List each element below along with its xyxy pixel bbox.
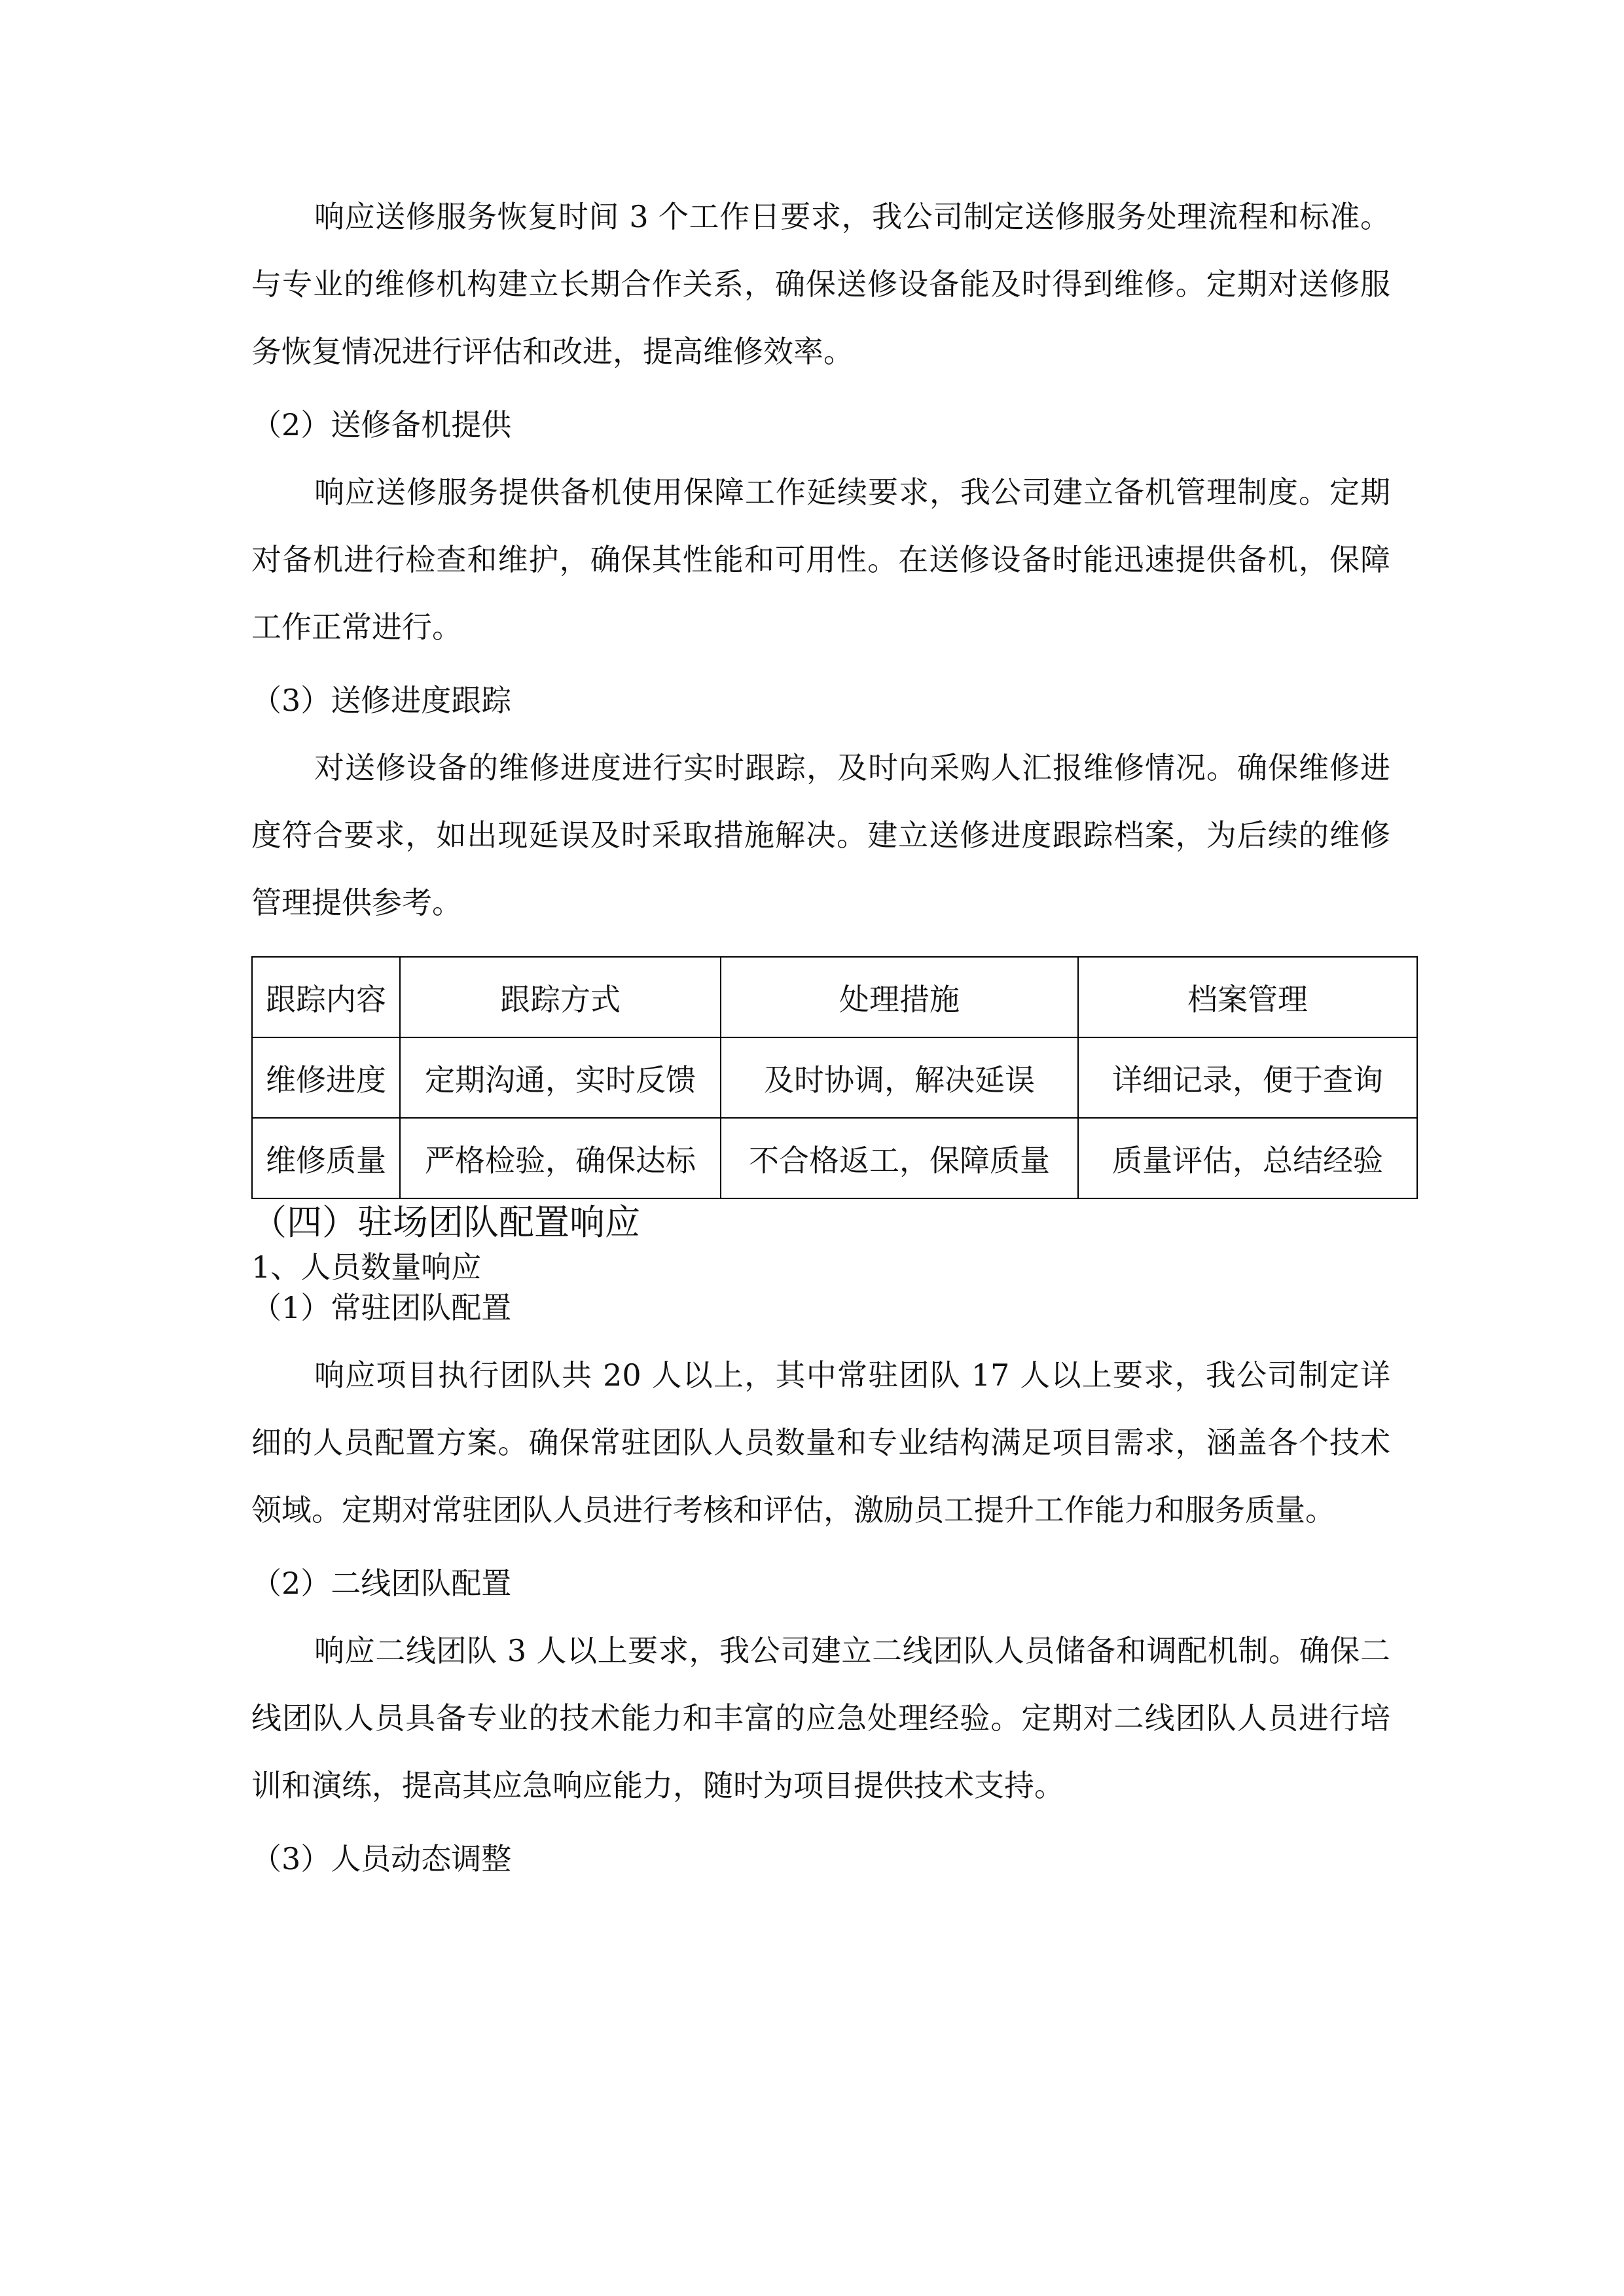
paragraph-repair-recovery: 响应送修服务恢复时间 3 个工作日要求，我公司制定送修服务处理流程和标准。与专业的维修机构建立长期合作关系，确保送修设备能及时得到维修。定期对送修服务恢复情况进行评估和改进，提高维修效率。 <box>251 199 1390 369</box>
table-cell: 及时协调，解决延误 <box>721 1037 1078 1118</box>
page-content <box>251 183 1390 1878</box>
paragraph-spare-machine: 响应送修服务提供备机使用保障工作延续要求，我公司建立备机管理制度。定期对备机进行检查和维护，确保其性能和可用性。在送修设备时能迅速提供备机，保障工作正常进行。 <box>251 475 1390 645</box>
subheading-second-line-team: （2）二线团队配置 <box>251 1566 512 1601</box>
table-cell: 质量评估，总结经验 <box>1078 1118 1417 1198</box>
paragraph-resident-team: 响应项目执行团队共 20 人以上，其中常驻团队 17 人以上要求，我公司制定详细的人员配置方案。确保常驻团队人员数量和专业结构满足项目需求，涵盖各个技术领域。定期对常驻团队人员进行考核和评估，激励员工提升工作能力和服务质量。 <box>251 1357 1390 1528</box>
table-cell: 不合格返工，保障质量 <box>721 1118 1078 1198</box>
subheading-resident-team: （1）常驻团队配置 <box>251 1290 512 1325</box>
table-cell: 维修质量 <box>252 1118 400 1198</box>
subheading-progress-tracking: （3）送修进度跟踪 <box>251 683 512 718</box>
subheading-staff-adjustment: （3）人员动态调整 <box>251 1841 512 1876</box>
subheading-spare-machine: （2）送修备机提供 <box>251 407 512 442</box>
table-header-cell: 跟踪内容 <box>252 957 400 1037</box>
table-row <box>252 1037 1417 1118</box>
table-cell: 定期沟通，实时反馈 <box>400 1037 721 1118</box>
subheading-staff-count: 1、人员数量响应 <box>251 1249 482 1285</box>
table-header-cell: 档案管理 <box>1078 957 1417 1037</box>
paragraph-second-line-team: 响应二线团队 3 人以上要求，我公司建立二线团队人员储备和调配机制。确保二线团队人员具备专业的技术能力和丰富的应急处理经验。定期对二线团队人员进行培训和演练，提高其应急响应能力，随时为项目提供技术支持。 <box>251 1633 1390 1803</box>
table-header-row <box>252 957 1417 1037</box>
table-row <box>252 1118 1417 1198</box>
table-cell: 严格检验，确保达标 <box>400 1118 721 1198</box>
tracking-table <box>251 956 1418 1199</box>
paragraph-progress-tracking: 对送修设备的维修进度进行实时跟踪，及时向采购人汇报维修情况。确保维修进度符合要求，如出现延误及时采取措施解决。建立送修进度跟踪档案，为后续的维修管理提供参考。 <box>251 750 1390 920</box>
table-header-cell: 处理措施 <box>721 957 1078 1037</box>
section-heading-onsite-team: （四）驻场团队配置响应 <box>251 1202 640 1243</box>
table-header-cell: 跟踪方式 <box>400 957 721 1037</box>
table-cell: 维修进度 <box>252 1037 400 1118</box>
table-cell: 详细记录，便于查询 <box>1078 1037 1417 1118</box>
